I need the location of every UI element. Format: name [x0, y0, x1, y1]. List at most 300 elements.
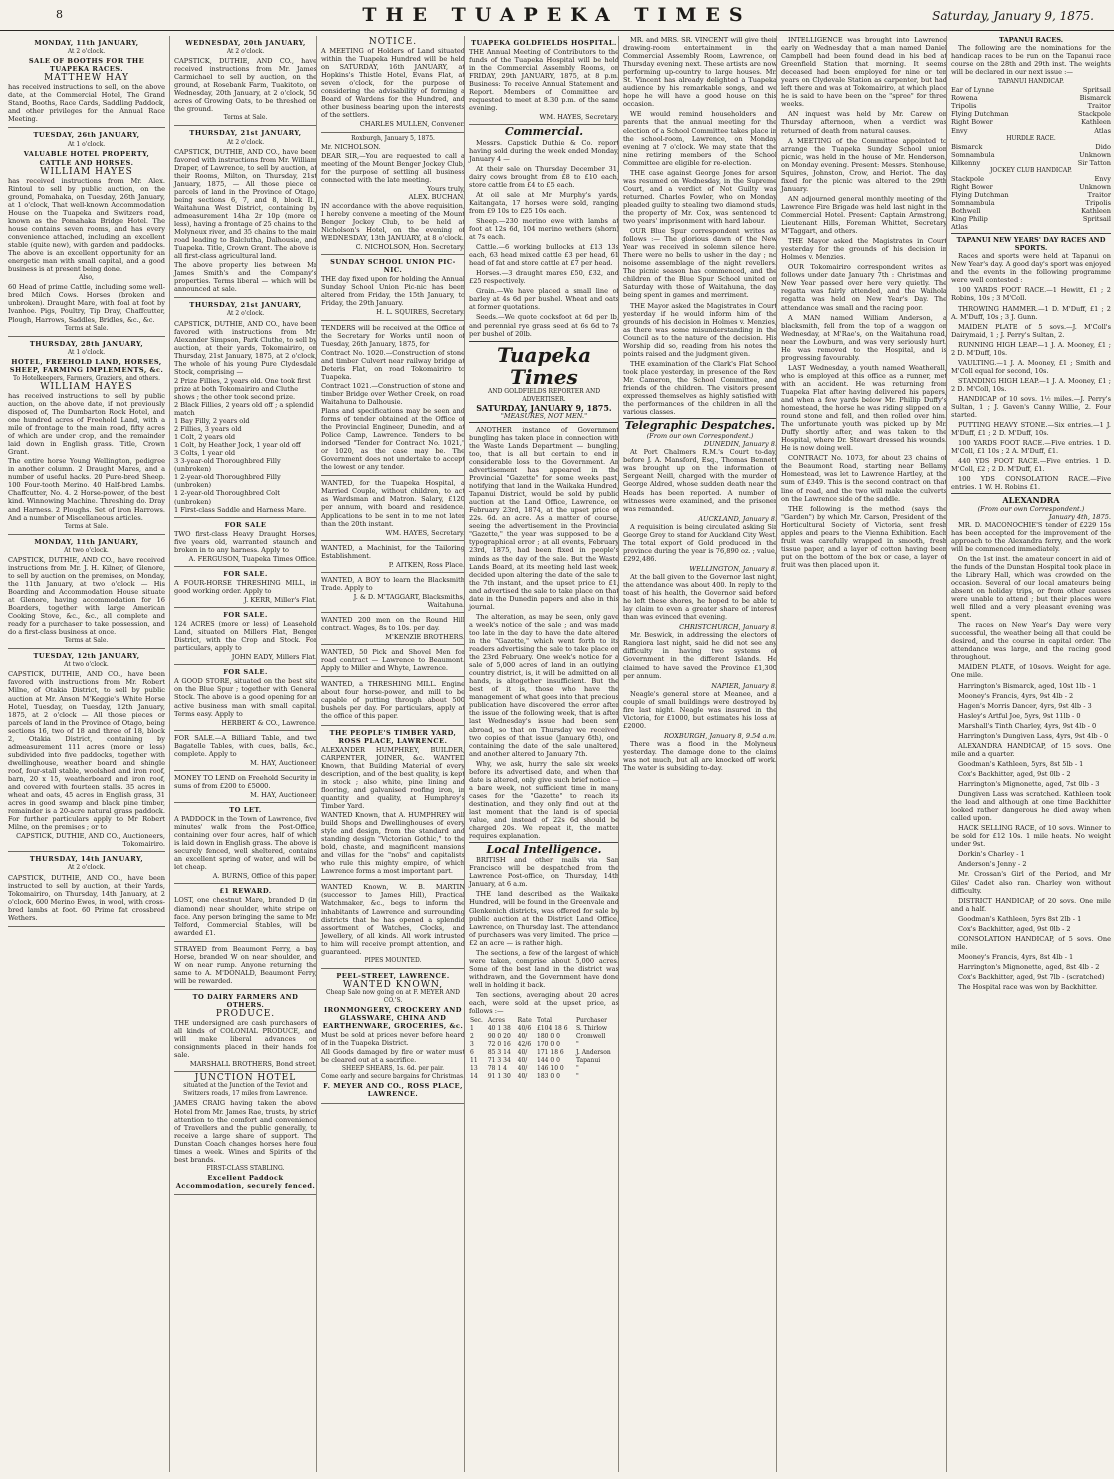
table-header: Acres	[487, 1017, 506, 1025]
table-cell: 183 0 0	[537, 1073, 560, 1081]
ad-clydesdale-stock	[174, 298, 317, 517]
ad-body: has received instructions to sell by public auction, on the above date, if not previously disposed of, The Dumbarton Rock Hotel, and one hundred acres of Freehold Land, with a mile of frontage to the main road, fifty acres of which are under crop, and the remainder laid down in English grass. Title, Crown Grant.	[8, 391, 165, 457]
paragraph: At Port Chalmers R.M.'s Court to-day, before J. A. Mansford, Esq., Thomas Bennett was brought up on the information of Sergeant Neill, charged with the murder of George Aldred, whose sudden death near the Heads has been reported. A number of witnesses were examined, and the prisoner was remanded.	[623, 448, 777, 513]
correspondent-note: (From our own Correspondent.)	[646, 432, 754, 441]
paragraph: THE Mayor asked the Magistrates in Court yesterday for the grounds of his decision in Holmes v. Menzies.	[781, 237, 947, 262]
table-cell: 3	[470, 1041, 474, 1049]
ad-store-sale	[174, 665, 317, 730]
paragraph: Mr. Crossan's Girl of the Period, and Mr Giles' Cadet also ran. Charley won without difficulty.	[951, 870, 1111, 895]
ad-terms: Terms at Sale.	[64, 522, 109, 530]
entry: Traitor	[1087, 102, 1111, 111]
ad-signature: A. FERGUSON, Tuapeka Times Office.	[188, 554, 317, 563]
paragraph: A MEETING of the Committee appointed to arrange the Tuapeka Sunday School union picnic, was held in the house of Mr. Henderson, on Monday evening. Present: Messrs. Stenhouse, Squires, Johnston, Crow, and Heriot. The day fixed for the picnic was altered to the 29th January.	[781, 136, 947, 193]
paragraph: At oil sale at Mr Murphy's yards, Kaitangata, 17 horses were sold, ranging from £9 10s to £25 10s each.	[469, 190, 619, 215]
paragraph: AN adjourned general monthly meeting of the Lawrence Fire Brigade was held last night in the Commercial Hotel. Present: Captain Armstrong, Lieutenant Hills, Foreman Whittet, Secretary M'Taggart, and others.	[781, 194, 947, 236]
ad-list: IRONMONGERY, CROCKERY AND GLASSWARE, CHINA AND EARTHENWARE, GROCERIES, &c.	[322, 1006, 464, 1031]
table-cell: 146 10 0	[537, 1065, 564, 1073]
table-cell: 91 1 30	[487, 1073, 511, 1081]
paragraph: Cox's Backhitter, aged, 9st 7lb - (scratched)	[958, 972, 1105, 981]
paragraph: Harrington's Mignonette, aged, 8st 4lb - 2	[958, 962, 1100, 971]
list-item: 3 3-year-old Thoroughbred Filly (unbroken)	[174, 457, 281, 474]
ad-terms: Terms at Sale.	[64, 637, 109, 645]
ad-body: CAPSTICK, DUTHIE, AND CO., have received instructions from Mr. J. H. Kilner, of Glenore, to sell by auction on the premises, on Monday, the 11th January, at two o'clock — His Boarding and Accommodation House situate at Glenore, having accommodation for 16 Boarders, together with large American Cooking Stove, &c., &c., all complete and ready for a purchaser to take possession, and do a first-class business at once.	[8, 555, 165, 637]
ad-waitahuna-land	[174, 126, 317, 298]
entry-row	[951, 191, 1111, 199]
issue-date: Saturday, January 9, 1875.	[932, 9, 1094, 23]
ad-time: At two o'clock.	[64, 661, 109, 669]
entry: Tripolis	[951, 102, 977, 111]
table-cell: 40 1 38	[487, 1025, 511, 1033]
paragraph: THE examination of the Clark's Flat School took place yesterday, in presence of the Rev. Mr. Cameron, the School Committee, and friends of the children. The visitors present expressed themselves as highly satisfied with the performances of the children in all the various classes.	[623, 359, 777, 417]
ad-signature: A. BURNS, Office of this paper.	[212, 872, 317, 881]
ad-items: The entire horse Young Wellington, pedigree in another column. 2 Draught Mares, and a number of useful hacks. 20 Pure-bred Sheep. 100 Four-tooth Merino. 40 Half-bred Lambs. Chaffcutter, No. 4. 2 Horse-power, of the best kind. Winnowing Machine. Threshing do. Dray and Harness. 2 Ploughs. Set of iron Harrows. And a number of Miscellaneous articles.	[8, 457, 165, 522]
ad-terms: Terms at Sale.	[64, 324, 109, 332]
paragraph: AN inquest was held by Mr. Carew on Thursday afternoon, when a verdict was returned of death from natural causes.	[781, 110, 947, 135]
ad-closing: Yours truly,	[427, 184, 465, 193]
ad-heading: SUNDAY SCHOOL UNION PIC-NIC.	[330, 258, 456, 275]
ad-subheading: CATTLE AND HORSES.	[39, 158, 134, 167]
list-item: 2 Fillies, 3 years old	[174, 425, 242, 434]
ad-date: THURSDAY, 21st JANUARY,	[189, 129, 302, 138]
entry: Dido	[1095, 142, 1111, 151]
table-row	[469, 1049, 619, 1057]
ad-signature: MARSHALL BROTHERS, Bond street.	[189, 1060, 317, 1069]
jockey-club-heading: JOCKEY CLUB HANDICAP.	[990, 166, 1072, 174]
ad-signature: C. NICHOLSON, Hon. Secretary.	[355, 243, 465, 252]
ad-date: MONDAY, 11th JANUARY,	[34, 39, 139, 47]
table-cell: J. Anderson	[575, 1049, 611, 1057]
table-cell: 6	[470, 1049, 474, 1057]
table-header: Purchaser	[575, 1017, 608, 1025]
ad-subheading: Cheap Sale now going on at F. MEYER AND CO.'S.	[326, 988, 460, 1004]
list-item: 1 Colt, 2 years old	[174, 433, 236, 442]
table-row	[469, 1065, 619, 1073]
dateline: CHRISTCHURCH, January 8.	[679, 623, 777, 632]
ad-body: IN accordance with the above requisition, I hereby convene a meeting of the Mount Benger Jockey Club, to be held at Nicholson's Hotel, on the evening of WEDNESDAY, 13th JANUARY, at 8 o'clock.	[321, 201, 465, 243]
paragraph: MAIDEN PLATE of 5 sovs.—J. M'Coll's Dairymaid, 1 ; J. Perry's Sultan, 2.	[951, 322, 1111, 339]
ad-picnic	[321, 255, 465, 320]
paragraph: 100 YARDS FOOT RACE.—1 Hewitt, £1 ; 2 Robins, 10s ; 3 M'Coll.	[951, 286, 1111, 303]
ad-subheading: situated at the Junction of the Teviot and Switzers roads, 17 miles from Lawrence.	[183, 1082, 308, 1098]
ad-timber-yard	[321, 726, 465, 881]
ad-items: 60 Head of prime Cattle, including some well-bred Milch Cows. Horses (broken and unbroken). Draught Mare, with foal at foot by Ivanhoe. Pigs, Poultry, Tip Dray, Chaffcutter, Plough, Harrows, Saddles, Bridles, &c., &c.	[8, 283, 165, 324]
ad-threshing-mill-wanted	[321, 677, 465, 725]
entry: Stackpole	[951, 174, 984, 183]
table-cell: 170 0 0	[537, 1041, 560, 1049]
ad-body: CAPSTICK, DUTHIE, AND CO., have been favored with instructions from Mr. Robert Milne, of Otakia District, to sell by public auction at Mr. Anson M'Keggie's White Horse Hotel, Tuesday, on Tuesday, 12th January, 1875, at 2 o'clock — All those pieces or parcels of land in the Province of Otago, being sections 16, two of 18 and three of 18, block 2, Otakia District, containing by admeasurement 111 acres (more or less) subdivided into five paddocks, together with dwellinghouse, weather board and shingle roof, four-stall stable, woolshed and iron roof, barn, 20 x 15, weatherboard and iron roof, and covered with fourteen stalls. 35 acres in wheat and oats, 45 acres in English grass, 31 acres in good swamp and black pine timber, remainder is a 20-acre natural grass paddock. For further particulars apply to Mr Robert Milne, on the premises ; or to	[8, 670, 165, 832]
paragraph: BRITISH and other mails via San Francisco will be despatched from the Lawrence Post-office, on Thursday, 14th January, at 6 a.m.	[469, 856, 619, 889]
entry-row	[951, 223, 1111, 231]
ad-round-hill-men	[321, 613, 465, 645]
ad-signature: JOHN EADY, Millers Flat.	[231, 653, 317, 662]
ad-body: STRAYED from Beaumont Ferry, a bay Horse, branded W on near shoulder, and W on near rump. Anyone returning the same to A. M'DONALD, Beaumont Ferry, will be rewarded.	[174, 944, 317, 985]
ad-body: TWO first-class Heavy Draught Horses, five years old, warranted staunch and broken in to any harness. Apply to	[174, 529, 317, 554]
column-3	[316, 36, 465, 1472]
paragraph: 100 YDS CONSOLATION RACE.—Five entries. 1 W. H. Robins £1.	[951, 475, 1111, 492]
paragraph: At their sale on Thursday December 31, dairy cows brought from £8 to £10 each, store cattle from £4 to £5 each.	[469, 164, 619, 189]
ad-draught-horses	[174, 518, 317, 567]
ad-signature: M. HAY, Auctioneer.	[250, 790, 317, 799]
ad-body: has received instructions from Mr. Alex. Rintoul to sell by public auction, on the ground, Pomahaka, on Tuesday, 26th January, at 1 o'clock, That well-known Accommodation House on the Tuapeka and Switzers road, known as the Pomahaka Bridge Hotel. The house contains seven rooms, and has every convenience attached, including an excellent stable (quite new), with garden and paddocks. The above is an excellent opportunity for an energetic man with small capital, and a good business is at present being done.	[8, 176, 165, 274]
entry-row	[951, 110, 1111, 118]
hurdle-race-heading: HURDLE RACE.	[1006, 134, 1056, 142]
table-cell: 90 0 20	[487, 1033, 511, 1041]
list-item: 1 Bay Filly, 2 years old	[174, 417, 250, 426]
ad-body: WANTED 200 men on the Round Hill contract. Wages, 8s to 10s. per day.	[321, 616, 465, 633]
list-item: 2 Prize Fillies, 2 years old. One took first prize at both Tokomairiro and Cluthe shows ; the other took second prize.	[174, 376, 311, 401]
commercial-report	[469, 139, 619, 338]
entry: Unknown	[1079, 182, 1111, 191]
entry: Right Bower	[951, 118, 993, 127]
ad-jockey-club-requisition	[321, 133, 465, 256]
ad-blacksmith-boy	[321, 573, 465, 613]
paragraph: The sections, a few of the largest of which were taken, comprise about 5,000 acres. Some of the best land in the district was withdrawn, and the Government have done well in holding it back.	[469, 948, 619, 989]
entry: Traitor	[1087, 190, 1111, 199]
table-cell: "	[575, 1065, 579, 1073]
ad-heading: NOTICE.	[368, 37, 418, 47]
table-row	[469, 1073, 619, 1081]
auctioneer-name: MATTHEW HAY	[44, 73, 129, 84]
paragraph: 100 YARDS FOOT RACE.—Five entries. 1 D. M'Coll, £1 10s ; 2 A. M'Duff, £1.	[951, 439, 1111, 456]
entry-row	[951, 199, 1111, 207]
commercial-heading: Commercial.	[504, 125, 584, 139]
paragraph: Marshall's Tinth Charley, 4yrs, 9st 4lb - 0	[958, 721, 1097, 730]
ad-body: has received instructions to sell, on the above date, at the Commercial Hotel, The Grand Stand, Booths, Race Cards, Saddling Paddock, and other privileges for the Annual Race Meeting.	[8, 83, 165, 124]
paragraph: The following are the nominations for the handicap races to be run on the Tapanui race course on the 28th and 29th inst. The weights will be declared in our next issue :—	[951, 44, 1111, 77]
correspondent-note: (From our own Correspondent.)	[977, 504, 1085, 513]
ad-note: The above property lies between Mr James Smith's and the Company's properties. Terms liberal — which will be announced at sale.	[174, 261, 317, 294]
ad-subheading: PRODUCE.	[215, 1009, 276, 1020]
paragraph: A MAN named William Anderson, a blacksmith, fell from the top of a waggon on Wednesday, at M'Rae's, on the Waitahuna road, near the Lowburn, and was very seriously hurt. He was removed to the Hospital, and is progressing favourably.	[781, 313, 947, 362]
tapanui-handicap-heading: TAPANUI HANDICAP.	[997, 78, 1065, 86]
column-7	[946, 36, 1111, 1472]
ad-body: WANTED, 50 Pick and Shovel Men for road contract — Lawrence to Beaumont. Apply to Miller and Whyte, Lawrence.	[321, 648, 465, 673]
paragraph: Cox's Backhitter, aged, 9st 0lb - 2	[958, 769, 1071, 778]
paragraph: Dorkin's Charley - 1	[958, 850, 1025, 859]
ad-heading: JUNCTION HOTEL	[194, 1073, 297, 1084]
paragraph: Horses.—3 draught mares £50, £32, and £25 respectively.	[469, 269, 619, 286]
dateline: NAPIER, January 8.	[711, 681, 777, 690]
nameplate-date: SATURDAY, JANUARY 9, 1875.	[476, 402, 612, 413]
entry: Spritsail	[1082, 86, 1111, 95]
paragraph: The Hospital race was won by Backhitter.	[958, 983, 1098, 992]
ad-body: LOST, one chestnut Mare, branded D (in diamond) near shoulder, white stripe on face. Any person bringing the same to Mr. Telford, Commercial Stables, will be awarded £1.	[174, 896, 317, 937]
ad-body: A GOOD STORE, situated on the best site on the Blue Spur ; together with General Stock. The above is a good opening for an active business man with small capital. Terms easy. Apply to	[174, 677, 317, 718]
paragraph: Mr. Beswick, in addressing the electors of Rangiora last night, said he did not see any difficulty in having two systems of Government in the different Islands. He claimed to have saved the Province £1,300 per annum.	[623, 631, 777, 680]
paragraph: There was a flood in the Molyneux yesterday. The damage done to the claims was not much, but all are knocked off work. The water is subsiding to-day.	[623, 739, 777, 773]
ad-leasehold-land	[174, 608, 317, 665]
paragraph: LAST Wednesday, a youth named Weatherall, who is employed at this office as a runner, met with an accident. He was returning from Tuapeka Flat after having delivered his papers, and when a few yards below Mr. Phillip Duffy's homestead, the horse he was riding slipped on a round stone and fell, and then rolled over him. The unfortunate youth was picked up by Mr. Duffy shortly after, and was taken to the Hospital, where Dr. Stewart dressed his wounds. He is now doing well.	[781, 363, 947, 453]
table-cell: 78 1 4	[487, 1065, 507, 1073]
ad-heading: FOR SALE	[224, 520, 267, 529]
table-row	[469, 1025, 619, 1033]
table-row	[469, 1033, 619, 1041]
paragraph: 440 YDS FOOT RACE.—Five entries. 1 D. M'Coll, £2 ; 2 D. M'Duff, £1.	[951, 457, 1111, 474]
paragraph: CONSOLATION HANDICAP, of 5 sovs. One mile.	[951, 934, 1111, 951]
entry-row	[951, 143, 1111, 151]
entry: Flying Dutchman	[951, 190, 1009, 199]
ad-date: TUESDAY, 12th JANUARY,	[33, 652, 140, 661]
ad-footer: Excellent Paddock Accommodation, securely fenced.	[175, 1173, 316, 1190]
ad-time: At 2 o'clock.	[226, 48, 265, 56]
paragraph: Ten sections, averaging about 20 acres each, were sold at the upset price, as follows :—	[469, 990, 619, 1016]
table-cell: 40/	[517, 1065, 528, 1073]
table-row	[469, 1057, 619, 1065]
ad-signature: F. MEYER AND CO., ROSS PLACE, LAWRENCE.	[323, 1082, 463, 1099]
ad-heading: SALE OF BOOTHS FOR THE TUAPEKA RACES.	[28, 57, 145, 74]
ad-time: At 2 o'clock.	[67, 48, 106, 56]
entry: Bismarck	[1079, 94, 1111, 103]
entry: Somnambula	[951, 198, 995, 207]
land-sale-table	[469, 1017, 619, 1081]
ad-subheading: PIPES MOUNTED.	[364, 956, 422, 964]
entry: Envy	[951, 126, 968, 135]
local-intelligence	[469, 856, 619, 1015]
ad-billiard-table	[174, 731, 317, 771]
ad-heading: FOR SALE.	[223, 569, 268, 578]
ad-machinist	[321, 541, 465, 573]
dateline: ROXBURGH, January 8, 9.54 a.m.	[663, 731, 777, 740]
ad-heading: TO DAIRY FARMERS AND OTHERS.	[192, 992, 299, 1009]
ad-note: Must be sold at prices never before heard of in the Tuapeka District.	[321, 1031, 465, 1048]
ad-body: MONEY TO LEND on Freehold Security in sums of from £200 to £5000.	[174, 773, 317, 790]
ad-signature: M'KENZIE BROTHERS.	[385, 633, 465, 642]
ad-body: WANTED, for the Tuapeka Hospital, a Married Couple, without children, to act as Wardsman and Matron. Salary, £120 per annum, with board and residence. Applications to be sent in to me not later than the 20th instant.	[321, 479, 465, 528]
ad-date: WEDNESDAY, 20th JANUARY,	[185, 39, 306, 47]
table-cell: 40/6	[517, 1025, 532, 1033]
ad-signature: CHARLES MULLEN, Convener.	[359, 120, 465, 129]
ad-body: THE Annual Meeting of Contributors to the funds of the Tuapeka Hospital will be held in the Commercial Assembly Rooms, on FRIDAY, 29th JANUARY, 1875, at 8 p.m. Business: To receive Annual Statement and Report. Members of Committee are requested to meet at 8.30 p.m. of the same evening.	[469, 48, 619, 113]
paragraph: Goodman's Kathleen, 5yrs, 8st 5lb - 1	[958, 759, 1084, 768]
entry-row	[951, 94, 1111, 102]
ad-boarding-house	[8, 535, 165, 650]
new-years-races-heading: TAPANUI NEW YEARS' DAY RACES AND SPORTS.	[956, 236, 1106, 253]
entry: Atlas	[951, 223, 968, 232]
ad-hospital-meeting	[469, 36, 619, 125]
local-intelligence-continued	[623, 36, 777, 416]
ad-booths-sale	[8, 36, 165, 128]
paragraph: ANOTHER instance of Government bungling has taken place in connection with the Waste Lands Department — bungling, too, that is all but certain to end in considerable loss to the Government. An advertisement has appeared in the Provincial "Gazette" for some weeks past, notifying that land in the Waikaka Hundred, Tapanui District, would be sold by public auction at the Land Office, Lawrence, on February 23rd, 1874, at the upset price of 22s. 6d. an acre. As a matter of course, seeing the advertisement in the Provincial "Gazette," the year was supposed to be a typographical error ; at all events, February 23rd, 1875, had been fixed in people's minds as the day of the sale. But the Waste Lands Board, at its meeting held last week, decided upon altering the date of the sale to the 7th instant, and the upset price to £1, and advertised the sale to take place on that date in the Dunedin papers and also in this journal.	[469, 425, 619, 611]
ad-signature: WM. HAYES, Secretary.	[385, 528, 465, 537]
ad-date: THURSDAY, 21st JANUARY,	[189, 301, 302, 310]
ad-reward	[174, 884, 317, 941]
ad-body: CAPSTICK, DUTHIE, AND CO., have been favored with instructions from Mr. Alexander Simpson, Park Cluthe, to sell by auction, at their yards, Tokomairiro, on Thursday, 21st January, 1875, at 2 o'clock, The whole of his young Pure Clydesdale Stock, comprising —	[174, 319, 317, 376]
paragraph: THE Mayor asked the Magistrates in Court yesterday if he would inform him of the grounds of his decision in Holmes v. Menzies, as there was some misunderstanding in the Council as to the nature of the decision. His Worship did so, reading from his notes the points raised and the judgment given.	[623, 301, 777, 358]
table-cell: 14	[470, 1073, 478, 1081]
entry: Kathleen	[1081, 206, 1111, 215]
ad-body: FOR SALE.—A Billiard Table, and two Bagatelle Tables, with cues, balls, &c., complete. Apply to	[174, 733, 317, 758]
hurdle-race-entries	[951, 143, 1111, 167]
table-header: Sec.	[470, 1017, 483, 1025]
paragraph: CONTRACT No. 1073, for about 23 chains of the Beaumont Road, starting near Bellamy Homestead, was let to Lawrence Hartley, at the sum of £349. This is the second contract on that line of road, and the two will make the culverts on the Lawrence side of the saddle.	[781, 454, 947, 503]
auctioneer-name: WILLIAM HAYES	[40, 166, 133, 177]
ad-signature: HERBERT & CO., Lawrence.	[221, 718, 317, 727]
paragraph: The alteration, as may be seen, only gave a week's notice of the sale ; and was made too late in the day to have the date altered in the "Gazette," which went forth to its readers advertising the sale to take place on the 23rd February. One week's notice for a sale of 5,000 acres of land in an outlying country district, is, it will be admitted on all hands, is altogether insufficient. But the best of it is, those who have the management of what goes into that precious publication have discovered the error after the issue of the following week, that is after last Wednesday's issue had been sent abroad, so that on Thursday we received two copies of that issue (January 6th), one containing the date of the sale unaltered, and another altered to January 7th.	[469, 612, 619, 758]
paragraph: On the 1st inst. the amateur concert in aid of the funds of the Dunstan Hospital took place in the Library Hall, which was crowded on the occasion. Several of our local amateurs being absent on holiday trips, or from other causes were unable to attend ; but their places were well filled and a very pleasant evening was spent.	[951, 554, 1111, 620]
alexandra-heading: ALEXANDRA	[1002, 495, 1060, 506]
ad-time: At 2 o'clock.	[226, 310, 265, 318]
ad-contract: Contract 1021.—Construction of stone and timber Bridge over Wether Creek, on road Waitahuna to Dalhousie.	[321, 381, 465, 406]
ad-body: THE undersigned are cash purchasers of all kinds of COLONIAL PRODUCE, and will make liberal advances on consignments placed in their hands for sale.	[174, 1019, 317, 1060]
telegraphic-despatches	[623, 432, 777, 772]
table-row	[469, 1041, 619, 1049]
column-2	[169, 36, 317, 1472]
ad-body: WANTED Known, W. B. MARTIN (successor to James Hill), Practical Watchmaker, &c., begs to inform the inhabitants of Lawrence and surrounding districts that he has opened a splendid assortment of Watches, Clocks, and Jewellery, of all kinds. All work intrusted to him will receive prompt attention, and guaranteed.	[321, 883, 465, 956]
ad-shears: SHEEP SHEARS, 1s. 6d. per pair.	[341, 1065, 445, 1073]
table-cell: 42/6	[517, 1041, 532, 1049]
stock-list	[174, 377, 317, 514]
ad-time: At 1 o'clock.	[67, 140, 106, 148]
ad-body: WANTED, A BOY to learn the Blacksmith Trade. Apply to	[321, 575, 465, 592]
paragraph: MR. D. MACONOCHIE'S tender of £229 15s has been accepted for the improvement of the approach to the Alexandra ferry, and the work will be commenced immediately.	[951, 520, 1111, 553]
paragraph: Harrington's Bismarck, aged, 10st 1lb - 1	[958, 681, 1097, 690]
column-5	[618, 36, 777, 1472]
list-item: 1 2-year-old Thoroughbred Filly (unbroken)	[174, 473, 281, 490]
ad-contract: Contract No. 1020.—Construction of stone and timber Culvert near railway bridge at Deteris Flat, on road Tokomairiro to Tuapeka.	[321, 348, 465, 381]
table-cell: 11	[470, 1057, 478, 1065]
masthead	[0, 0, 1114, 31]
ad-stabling: FIRST-CLASS STABLING.	[206, 1164, 285, 1172]
paragraph: Neagle's general store at Meanee, and a couple of small buildings were destroyed by fire last night. Neagle was insured in the Victoria, for £1000, but estimates his loss at £2000.	[623, 689, 777, 730]
table-cell: 40/	[517, 1073, 528, 1081]
entry: King Philip	[951, 215, 988, 224]
local-intelligence-heading: Local Intelligence.	[486, 843, 602, 857]
paragraph: OUR Tokomairiro correspondent writes as follows under date January 7th : Christmas and New Year passed over here very quietly. The regatta was fairly attended, and the Waihola regatta was held on New Year's Day. The attendance was small and the racing poor.	[781, 263, 947, 312]
table-cell: 13	[470, 1065, 478, 1073]
entry: Bothwell	[951, 206, 981, 215]
paragraph: Hasley's Artful Joe, 5yrs, 9st 11lb - 0	[958, 711, 1081, 720]
ad-body: ALEXANDER HUMPHREY, BUILDER, CARPENTER, JOINER, &c. WANTED Known, that Building Material of every description, and of the best quality, is kept in stock ; also white, pine lining and flooring, and galvanised roofing iron, in quantity and quality, at Humphrey's Timber Yard.	[321, 745, 465, 810]
dateline: DUNEDIN, January 8.	[703, 440, 777, 449]
paragraph: MR. and MRS. SR. VINCENT will give their drawing-room entertainment in the Commercial Assembly Room, Lawrence, on Thursday evening next. These artists are now performing up-country to large houses. Mr. St. Vincent has already delighted a Tuapeka audience by his remarkable songs, and we hope he will have a good house on this occasion.	[623, 36, 777, 109]
table-cell: 85 3 14	[487, 1049, 511, 1057]
divider	[951, 493, 1111, 494]
ad-addressee: Mr. NICHOLSON.	[321, 142, 381, 151]
entry: Envy	[1094, 174, 1111, 183]
entry: Tripolis	[1085, 198, 1111, 207]
entry: Kathleen	[1081, 118, 1111, 127]
ad-heading: PEEL-STREET, LAWRENCE.	[336, 971, 450, 980]
list-item: 2 Black Fillies, 2 years old off ; a splendid match	[174, 400, 314, 418]
table-header-row	[469, 1017, 619, 1025]
nameplate-motto: "MEASURES, NOT MEN."	[500, 411, 588, 420]
paragraph: THE land described as the Waikaka Hundred, will be found in the Greenvale and Glenkenich districts, was offered for sale by public auction at the District Land Office, Lawrence, on Thursday last. The attendance of purchasers was very limited. The price — £2 an acre — is rather high.	[469, 890, 619, 947]
paragraph: Harrington's Dungiven Lass, 4yrs, 9st 4lb - 0	[958, 731, 1109, 740]
races-intro	[951, 44, 1111, 76]
ad-signature: J. KERR, Miller's Flat.	[244, 596, 317, 604]
paragraph: Why, we ask, hurry the sale six weeks before its advertised date, and when that date is altered, only give such brief notice — a bare week, not sufficient time in many cases for the "Gazette" to reach its destination, and they only find out at the last moment that the land is of special value, and instead of 22s 6d should be charged 20s. We repeat it, the matter requires explanation.	[469, 759, 619, 841]
paragraph: Harrington's Mignonette, aged, 7st 0lb - 3	[958, 779, 1100, 788]
ad-signature: CAPSTICK, DUTHIE, AND CO., Auctioneers, Tokomairiro.	[16, 832, 165, 849]
ad-otakia-land	[8, 649, 165, 852]
ad-heading: TO LET.	[229, 805, 262, 814]
ad-body: A FOUR-HORSE THRESHING MILL, in good working order. Apply to	[174, 578, 317, 595]
page-number: 8	[56, 8, 66, 21]
entry: Sir Tatton	[1077, 158, 1111, 167]
ad-heading: TUAPEKA GOLDFIELDS HOSPITAL.	[471, 39, 617, 47]
entry: Right Bower	[951, 182, 993, 191]
ad-produce	[174, 990, 317, 1072]
ad-terms: Terms at Sale.	[223, 114, 268, 122]
entry-row	[951, 118, 1111, 126]
ad-threshing-mill-sale	[174, 567, 317, 608]
nameplate-subtitle: AND GOLDFIELDS REPORTER AND ADVERTISER.	[488, 387, 600, 403]
ad-growing-oats	[174, 36, 317, 126]
table-cell: £104 18 6	[537, 1025, 568, 1033]
ad-time: At 2 o'clock.	[226, 138, 265, 146]
entry-row	[951, 127, 1111, 135]
paragraph: PUTTING HEAVY STONE.—Six entries.—1 J. M'Duff, £1 ; 2 D. M'Duff, 10s.	[951, 421, 1111, 438]
ad-tenders	[321, 321, 465, 477]
column-1	[8, 36, 165, 1472]
ad-christmas: Come early and secure bargains for Christmas.	[321, 1073, 465, 1081]
list-item: 1 Colt, by Heather Jock, 1 year old off	[174, 441, 301, 450]
paragraph: DISTRICT HANDICAP, of 20 sovs. One mile and a half.	[951, 896, 1111, 913]
table-cell: 40/	[517, 1049, 528, 1057]
paragraph: THE following is the method (says the "Garden") by which Mr. Carson, President of the Horticultural Society of Victoria, sent fresh apples and pears to the Vienna Exhibition. Each fruit was carefully wrapped in smooth, fresh tissue paper, and a layer of cotton having been put on the bottom of the box or case, a layer of fruit was then placed upon it.	[781, 504, 947, 569]
entry-row	[951, 102, 1111, 110]
table-cell: 144 0 0	[537, 1057, 560, 1065]
ad-heading: FOR SALE.	[223, 611, 268, 620]
paragraph: Goodman's Kathleen, 5yrs 8st 2lb - 1	[958, 914, 1082, 923]
table-cell: "	[575, 1041, 579, 1049]
ad-date: MONDAY, 11th JANUARY,	[34, 537, 139, 546]
ad-also: Also,	[79, 274, 94, 282]
entry-row	[951, 86, 1111, 94]
entry: Kilkenny	[951, 158, 981, 167]
dateline: WELLINGTON, January 8.	[689, 564, 777, 573]
entry: Atlas	[1094, 126, 1111, 135]
table-cell: Cromwell	[575, 1033, 606, 1041]
ad-heading: VALUABLE HOTEL PROPERTY,	[23, 149, 150, 158]
ad-body: CAPSTICK, DUTHIE, AND CO., have received instructions from Mr. James Carmichael to sell by auction, on the ground, at Rosebank Farm, Tuakitoto, on Wednesday, 20th January, at 2 o'clock, 50 acres of Growing Oats, to be threshed on the ground.	[174, 57, 317, 114]
ad-notice-meeting	[321, 36, 465, 133]
local-news	[781, 36, 947, 569]
table-header: Total	[537, 1017, 553, 1025]
entry-row	[951, 207, 1111, 215]
list-item: 1 2-year-old Thoroughbred Colt (unbroken)	[174, 489, 280, 506]
newspaper-title: THE TUAPEKA TIMES	[362, 4, 752, 26]
ad-signature: M. HAY, Auctioneer.	[250, 758, 317, 767]
table-cell: 72 0 16	[487, 1041, 511, 1049]
entry: Bismarck	[951, 142, 983, 151]
ad-heading: £1 REWARD.	[219, 887, 272, 896]
ad-place: Roxburgh, January 5, 1875.	[351, 134, 435, 142]
entry: Flying Dutchman	[951, 110, 1009, 119]
ad-junction-hotel	[174, 1072, 317, 1195]
ad-date: THURSDAY, 14th JANUARY,	[29, 855, 144, 864]
ad-date: THURSDAY, 28th JANUARY,	[29, 339, 144, 348]
ad-date: TUESDAY, 26th JANUARY,	[33, 131, 140, 140]
ad-body: All Goods damaged by fire or water must be cleared out at a sacrifice.	[321, 1048, 465, 1065]
ad-signature: ALEX. BUCHAN.	[408, 192, 465, 201]
paragraph: At the ball given to the Governor last night, the attendance was about 400. In reply to the toast of his health, the Governor said before he left these shores, he hoped to be able to lay claim to even a greater share of interest than was evinced that evening.	[623, 573, 777, 622]
ad-heading: HOTEL, FREEHOLD LAND, HORSES, SHEEP, FARMING IMPLEMENTS, &c.	[9, 357, 164, 374]
paragraph: Grain.—We have placed a small line of barley at 4s 6d per bushel. Wheat and oats at former quotations.	[469, 287, 619, 312]
ad-body: JAMES CRAIG having taken the above Hotel from Mr. James Rae, trusts, by strict attention to the comfort and convenience of Travellers and the public generally, to receive a large share of support. The Dunstan Coach changes horses here four times a week. Wines and Spirits of the best brands.	[174, 1099, 317, 1164]
paragraph: OUR Blue Spur correspondent writes as follows :— The glorious dawn of the New Year was received in solemn silence here. There were no bells to usher in the day ; no noisome assemblage of the night revellers. The picnic season has commenced, and the children of the Blue Spur School united on Saturday with those of Waitahuna, the day being spent in games and merriment.	[623, 227, 777, 300]
column-4	[464, 36, 619, 1472]
list-item: 3 Colts, 1 year old	[174, 449, 236, 458]
ad-signature: P. AITKEN, Ross Place.	[388, 560, 465, 569]
ad-paddock-to-let	[174, 803, 317, 884]
paragraph: Messrs. Capstick Duthie & Co. report having sold during the week ended Monday, January 4 —	[469, 138, 619, 163]
paragraph: ALEXANDRA HANDICAP, of 15 sovs. One mile and a quarter.	[951, 741, 1111, 758]
table-cell: S. Thirlow	[575, 1025, 607, 1033]
ad-hotel-property	[8, 128, 165, 336]
ad-body: CAPSTICK, DUTHIE, AND CO., have been favored with instructions from Mr. William Draper, of Lawrence, to sell by auction, at their Rooms, Milton, on Thursday, 21st January, 1875, — All those piece or parcels of land in the Province of Otago, being sections 6, 7, and 8, block II., Waitahuna West District, containing by admeasurement 14ha 2r 10p (more or less), having a frontage of 25 chains to the Molyneux river, and 35 chains to the main road leading to Balclutha, Dalhousie, and Tuapeka. Title, Crown Grant. The above is all first-class agricultural land.	[174, 147, 317, 261]
entry-row	[951, 183, 1111, 191]
